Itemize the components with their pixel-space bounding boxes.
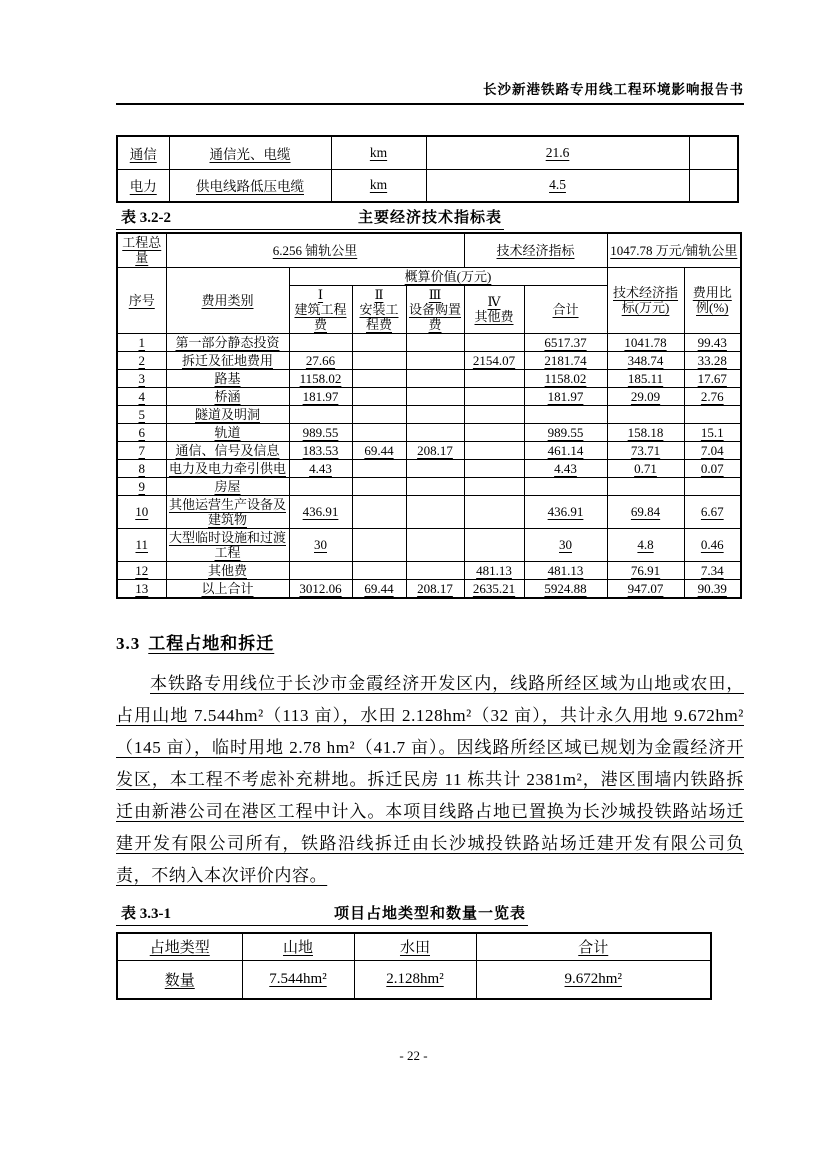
cell-category: 第一部分静态投资 [166,333,289,351]
table-row: 11 大型临时设施和过渡工程 30 30 4.8 0.46 [117,528,741,561]
cell-seq: 13 [117,579,166,598]
cell-seq: 1 [117,333,166,351]
economic-indicators-table [116,232,742,599]
header-row [117,933,711,961]
cell-seq: 11 [117,528,166,561]
table-row: 7 通信、信号及信息 183.53 69.44 208.17 461.14 73.71 7.04 [117,441,741,459]
caption-label: 表 3.3-1 [116,902,332,926]
cell-category: 隧道及明洞 [166,405,289,423]
section-title: 工程占地和拆迁 [148,633,275,653]
cell-item: 供电线路低压电缆 [169,169,331,202]
col-header-mountain: 山地 [242,933,354,961]
cell-seq: 2 [117,351,166,369]
col-header-total: 合计 [524,285,607,333]
cell-mountain-value: 7.544hm² [242,961,354,999]
caption-title: 项目占地类型和数量一览表 [332,902,528,926]
cell-unit: km [331,136,426,169]
top-continuation-table [116,135,739,203]
cell-indicator-value: 1047.78 万元/铺轨公里 [607,233,741,267]
running-header [116,0,744,105]
col-header-other: Ⅳ 其他费 [464,285,524,333]
cell-unit: km [331,169,426,202]
table-row [117,136,738,169]
table-row: 12 其他费 481.13 481.13 76.91 7.34 [117,561,741,579]
cell-seq: 4 [117,387,166,405]
table-row: 3 路基 1158.02 1158.02 185.11 17.67 [117,369,741,387]
land-use-table [116,932,712,1000]
col-header-installation: Ⅱ 安装工程费 [352,285,406,333]
cell-category: 桥涵 [166,387,289,405]
col-header-estimate-group: 概算价值(万元) [289,267,607,285]
cell-empty [689,136,738,169]
caption-title: 主要经济技术指标表 [356,206,504,230]
header-row-group [117,267,741,285]
caption-label: 表 3.2-2 [116,206,356,230]
cell-category: 其他费 [166,561,289,579]
col-header-indicator: 技术经济指标(万元) [607,267,684,333]
cell-category: 路基 [166,369,289,387]
header-row-totals [117,233,741,267]
body-paragraph: 本铁路专用线位于长沙市金霞经济开发区内，线路所经区域为山地或农田，占用山地 7.544hm²（113 亩），水田 2.128hm²（32 亩），共计永久用地 9.672hm²（145 亩），临时用地 2.78 hm²（41.7 亩）。因线路所经区域已规划为金霞经济开发区，本工程不考虑补充耕地。拆迁民房 11 栋共计 2381m²，港区围墙内铁路拆迁由新港公司在港区工程中计入。本项目线路占地已置换为长沙城投铁路站场迁建开发有限公司所有，铁路沿线拆迁由长沙城投铁路站场迁建开发有限公司负责，不纳入本次评价内容。 [116,673,744,885]
document-page [116,0,744,1000]
table-row: 8 电力及电力牵引供电 4.43 4.43 0.71 0.07 [117,459,741,477]
cell-category: 以上合计 [166,579,289,598]
table-row [117,477,741,495]
cell-seq: 6 [117,423,166,441]
section-number: 3.3 [116,633,141,653]
table-row [117,405,741,423]
table-row: 1 第一部分静态投资 6517.37 1041.78 99.43 [117,333,741,351]
col-header-seq: 序号 [117,267,166,333]
col-header-paddy: 水田 [354,933,476,961]
cell-seq: 7 [117,441,166,459]
cell-seq: 5 [117,405,166,423]
cell-category: 电力 [117,169,169,202]
cell-category: 其他运营生产设备及建筑物 [166,495,289,528]
cell-total-value: 6.256 铺轨公里 [166,233,464,267]
table-row [117,169,738,202]
cell-seq: 10 [117,495,166,528]
cell-category: 电力及电力牵引供电 [166,459,289,477]
cell-category: 房屋 [166,477,289,495]
cell-row-label: 数量 [117,961,242,999]
table-row: 10 其他运营生产设备及建筑物 436.91 436.91 69.84 6.67 [117,495,741,528]
table-row: 13 以上合计 3012.06 69.44 208.17 2635.21 5924.88 947.07 90.39 [117,579,741,598]
col-header-equipment: Ⅲ 设备购置费 [406,285,464,333]
cell-seq: 12 [117,561,166,579]
col-header-construction: Ⅰ 建筑工程费 [289,285,352,333]
cell-item: 通信光、电缆 [169,136,331,169]
cell-total-label: 工程总量 [117,233,166,267]
cell-seq: 9 [117,477,166,495]
table-caption-3-2-2 [116,206,744,230]
cell-category: 拆迁及征地费用 [166,351,289,369]
table-caption-3-3-1 [116,902,744,926]
table-row: 2 拆迁及征地费用 27.66 2154.07 2181.74 348.74 33.28 [117,351,741,369]
table-row [117,961,711,999]
cell-category: 通信 [117,136,169,169]
col-header-total: 合计 [476,933,711,961]
col-header-ratio: 费用比例(%) [684,267,741,333]
col-header-category: 费用类别 [166,267,289,333]
cell-category: 大型临时设施和过渡工程 [166,528,289,561]
cell-indicator-label: 技术经济指标 [464,233,607,267]
cell-category: 轨道 [166,423,289,441]
cell-value: 21.6 [426,136,689,169]
page-number: - 22 - [399,1048,428,1063]
table-row: 4 桥涵 181.97 181.97 29.09 2.76 [117,387,741,405]
table-row: 6 轨道 989.55 989.55 158.18 15.1 [117,423,741,441]
cell-empty [689,169,738,202]
cell-value: 4.5 [426,169,689,202]
cell-seq: 3 [117,369,166,387]
cell-seq: 8 [117,459,166,477]
cell-category: 通信、信号及信息 [166,441,289,459]
section-heading [116,629,744,654]
cell-total-value: 9.672hm² [476,961,711,999]
report-title: 长沙新港铁路专用线工程环境影响报告书 [483,82,744,97]
cell-paddy-value: 2.128hm² [354,961,476,999]
col-header-type: 占地类型 [117,933,242,961]
